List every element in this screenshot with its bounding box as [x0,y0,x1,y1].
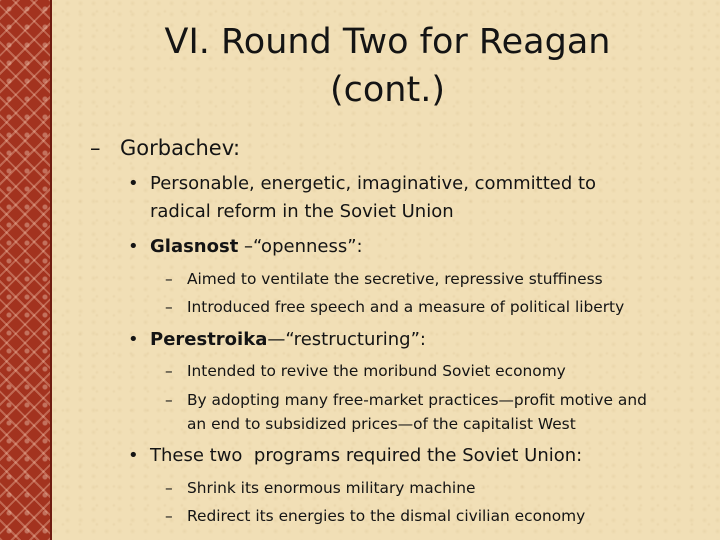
slide-title [60,18,715,114]
title-line-2: (cont.) [330,70,445,110]
sub-item-line: By adopting many free-market practices—profit motive and [187,391,647,409]
dash-marker: – [165,362,173,380]
sub-item [165,388,715,436]
bullet-item [128,170,713,226]
sub-item-text: Intended to revive the moribund Soviet economy [187,362,566,380]
sub-item [165,359,715,383]
bullet-item-perestroika [128,326,713,354]
sub-item-text: Aimed to ventilate the secretive, repressive stuffiness [187,270,603,288]
sub-item-text [187,388,715,436]
title-line-1: VI. Round Two for Reagan [164,22,611,62]
heading-text: Gorbachev: [120,136,241,160]
dash-marker: – [165,507,173,525]
bullet-text-line: Personable, energetic, imaginative, committed to [150,173,597,194]
bullet-marker: • [128,329,139,350]
heading-gorbachev [90,134,710,162]
sub-item-text: Introduced free speech and a measure of political liberty [187,298,625,316]
bullet-text: These two programs required the Soviet Union: [150,445,583,466]
bullet-text [150,233,713,261]
sidebar-border [50,0,52,540]
sub-item [165,476,715,500]
bullet-marker: • [128,236,139,257]
bullet-text-line: radical reform in the Soviet Union [150,201,454,222]
bullet-text [150,170,713,226]
sub-item [165,504,715,528]
term-glasnost: Glasnost [150,236,239,257]
sub-item-text: Redirect its energies to the dismal civilian economy [187,507,586,525]
bullet-marker: • [128,445,139,466]
bullet-marker: • [128,173,139,194]
decorative-sidebar [0,0,50,540]
bullet-text [150,326,713,354]
dash-marker: – [90,136,101,160]
term-definition: –“openness”: [238,236,363,257]
term-definition: —“restructuring”: [267,329,426,350]
sub-item-text: Shrink its enormous military machine [187,479,476,497]
dash-marker: – [165,270,173,288]
sub-item-line: an end to subsidized prices—of the capitalist West [187,415,576,433]
sub-item [165,295,715,319]
sub-item [165,267,715,291]
bullet-item [128,442,713,470]
dash-marker: – [165,298,173,316]
bullet-item-glasnost [128,233,713,261]
dash-marker: – [165,391,173,409]
dash-marker: – [165,479,173,497]
term-perestroika: Perestroika [150,329,268,350]
